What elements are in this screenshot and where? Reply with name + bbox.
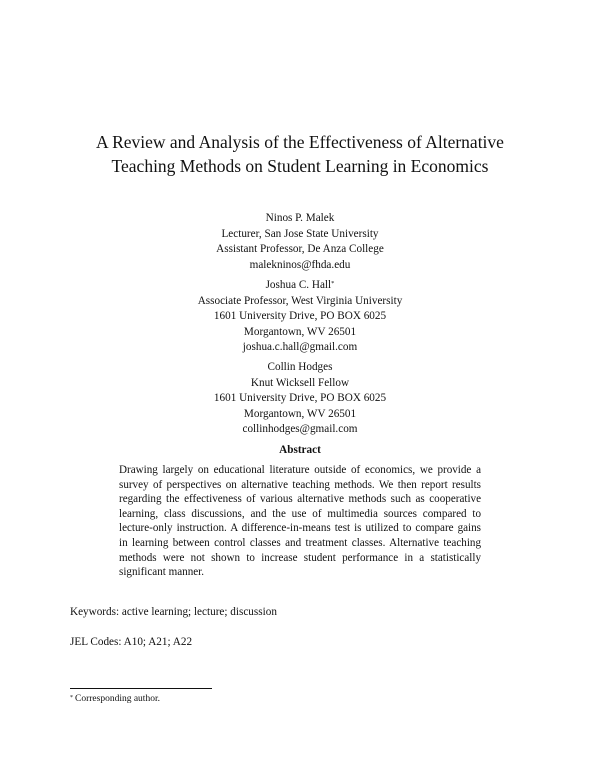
footnote-marker: *	[70, 695, 73, 701]
paper-title	[40, 130, 560, 178]
author-name: Collin Hodges	[267, 361, 333, 373]
author-affiliation: Knut Wicksell Fellow	[250, 376, 350, 389]
footnote	[70, 693, 160, 706]
keywords: Keywords: active learning; lecture; discussion	[70, 606, 277, 618]
author-city: Morgantown, WV 26501	[243, 407, 357, 420]
author-email: malekninos@fhda.edu	[249, 258, 351, 271]
author-name: Ninos P. Malek	[265, 212, 335, 224]
footnote-divider	[70, 688, 212, 689]
author-name-row	[100, 278, 500, 294]
author-email: collinhodges@gmail.com	[242, 423, 358, 435]
abstract-heading: Abstract	[279, 444, 321, 456]
author-block-hodges	[100, 360, 500, 438]
author-name: Joshua C. Hall	[265, 279, 332, 291]
title-line-1: A Review and Analysis of the Effectiveness of Alternative	[96, 132, 504, 152]
abstract-text: Drawing largely on educational literature outside of economics, we provide a survey of perspectives on alternative teaching methods. We then report results regarding the effectiveness of various alternative methods such as cooperative learning, class discussions, and the use of multimedia sources compared to lecture-only instruction. A difference-in-means test is utilized to compare gains in learning between control classes and treatment classes. Alternative teaching methods were not shown to increase student performance in a statistically significant manner.	[119, 464, 481, 579]
author-email: joshua.c.hall@gmail.com	[242, 341, 358, 353]
author-city: Morgantown, WV 26501	[243, 325, 357, 338]
author-address: 1601 University Drive, PO BOX 6025	[213, 310, 387, 322]
author-affiliation: Lecturer, San Jose State University	[221, 227, 379, 240]
jel-codes: JEL Codes: A10; A21; A22	[70, 636, 193, 648]
author-affiliation: Assistant Professor, De Anza College	[216, 243, 384, 255]
author-block-hall	[100, 278, 500, 356]
footnote-text: Corresponding author.	[75, 694, 160, 704]
author-address: 1601 University Drive, PO BOX 6025	[213, 392, 387, 404]
corresponding-author-marker: *	[331, 280, 335, 287]
title-line-2: Teaching Methods on Student Learning in Economics	[111, 156, 489, 176]
author-block-malek	[100, 211, 500, 273]
author-affiliation: Associate Professor, West Virginia University	[197, 294, 403, 307]
